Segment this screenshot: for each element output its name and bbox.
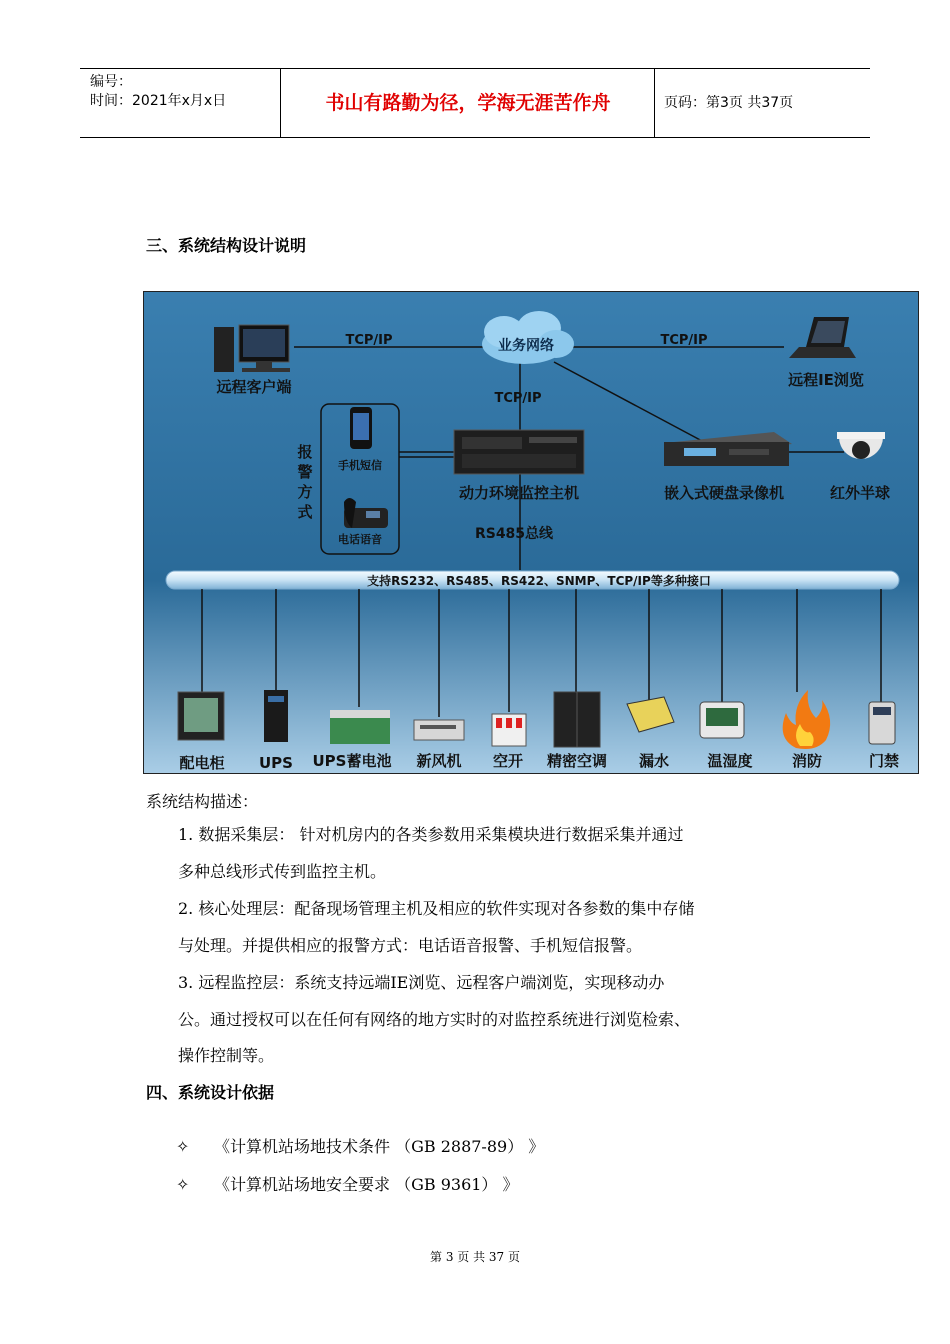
section-4-title: 四、系统设计依据 xyxy=(146,1083,275,1102)
diamond-bullet-icon: ✧ xyxy=(176,1137,190,1156)
device-label: 消防 xyxy=(791,752,823,770)
monitor-host-label: 动力环境监控主机 xyxy=(458,484,580,502)
description-line: 2. 核心处理层：配备现场管理主机及相应的软件实现对各参数的集中存储 xyxy=(178,899,695,918)
page-header xyxy=(80,68,870,138)
device-label: UPS xyxy=(259,754,293,772)
precision-ac-icon xyxy=(554,692,600,747)
header-page-info: 页码：第3页 共37页 xyxy=(664,95,794,111)
description-heading: 系统结构描述： xyxy=(146,792,259,811)
header-number: 编号： xyxy=(90,74,132,90)
alarm-char: 方 xyxy=(297,483,313,501)
section-3-title: 三、系统结构设计说明 xyxy=(146,236,307,255)
dvr-label: 嵌入式硬盘录像机 xyxy=(663,484,785,502)
interface-bus-label: 支持RS232、RS485、RS422、SNMP、TCP/IP等多种接口 xyxy=(367,574,711,588)
monitor-host-icon xyxy=(454,430,584,474)
tcpip-right-label: TCP/IP xyxy=(660,333,708,348)
description-line: 操作控制等。 xyxy=(178,1046,275,1065)
header-divider xyxy=(654,69,655,137)
tcpip-down-label: TCP/IP xyxy=(494,391,542,406)
description-line: 1. 数据采集层： 针对机房内的各类参数用采集模块进行数据采集并通过 xyxy=(178,825,684,844)
alarm-char: 式 xyxy=(297,503,313,521)
diamond-bullet-icon: ✧ xyxy=(176,1175,190,1194)
header-meta xyxy=(90,73,226,111)
tcpip-left-label: TCP/IP xyxy=(345,333,393,348)
standard-item xyxy=(176,1172,519,1195)
device-label: 配电柜 xyxy=(179,754,225,772)
device-label: 门禁 xyxy=(868,752,900,770)
device-label: 空开 xyxy=(492,752,524,770)
ups-icon xyxy=(264,690,288,742)
device-label: 精密空调 xyxy=(546,752,608,770)
standard-item xyxy=(176,1134,544,1157)
cloud-label: 业务网络 xyxy=(498,338,554,354)
alarm-char: 报 xyxy=(297,443,313,461)
description-line: 3. 远程监控层：系统支持远端IE浏览、远程客户端浏览，实现移动办 xyxy=(178,973,665,992)
device-label: UPS蓄电池 xyxy=(312,752,392,770)
ir-dome-label: 红外半球 xyxy=(829,484,891,502)
mobile-phone-icon xyxy=(350,407,372,449)
rs485-bus-label: RS485总线 xyxy=(474,526,554,542)
sms-label: 手机短信 xyxy=(338,459,382,472)
architecture-diagram xyxy=(143,291,919,774)
standard-text: 《计算机站场地安全要求 （GB 9361） 》 xyxy=(214,1175,519,1194)
description-line: 与处理。并提供相应的报警方式：电话语音报警、手机短信报警。 xyxy=(178,936,643,955)
fresh-air-icon xyxy=(414,720,464,740)
remote-ie-label: 远程IE浏览 xyxy=(788,371,864,389)
phone-voice-label: 电话语音 xyxy=(338,533,382,546)
architecture-svg xyxy=(144,292,918,773)
description-line: 公。通过授权可以在任何有网络的地方实时的对监控系统进行浏览检索、 xyxy=(178,1010,691,1029)
device-label: 漏水 xyxy=(638,752,670,770)
standard-text: 《计算机站场地技术条件 （GB 2887-89） 》 xyxy=(214,1137,545,1156)
page-footer: 第 3 页 共 37 页 xyxy=(430,1250,520,1264)
temp-humidity-icon xyxy=(700,702,744,738)
circuit-breaker-icon xyxy=(492,714,526,746)
description-line: 多种总线形式传到监控主机。 xyxy=(178,862,387,881)
access-control-icon xyxy=(869,702,895,744)
device-label: 温湿度 xyxy=(707,752,753,770)
header-time: 时间：2021年x月x日 xyxy=(90,93,227,109)
device-label: 新风机 xyxy=(416,752,462,770)
header-motto: 书山有路勤为径，学海无涯苦作舟 xyxy=(325,92,611,114)
alarm-char: 警 xyxy=(297,463,313,481)
power-cabinet-icon xyxy=(178,692,224,740)
ups-battery-icon xyxy=(330,710,390,744)
header-divider xyxy=(280,69,281,137)
remote-client-label: 远程客户端 xyxy=(216,378,292,396)
